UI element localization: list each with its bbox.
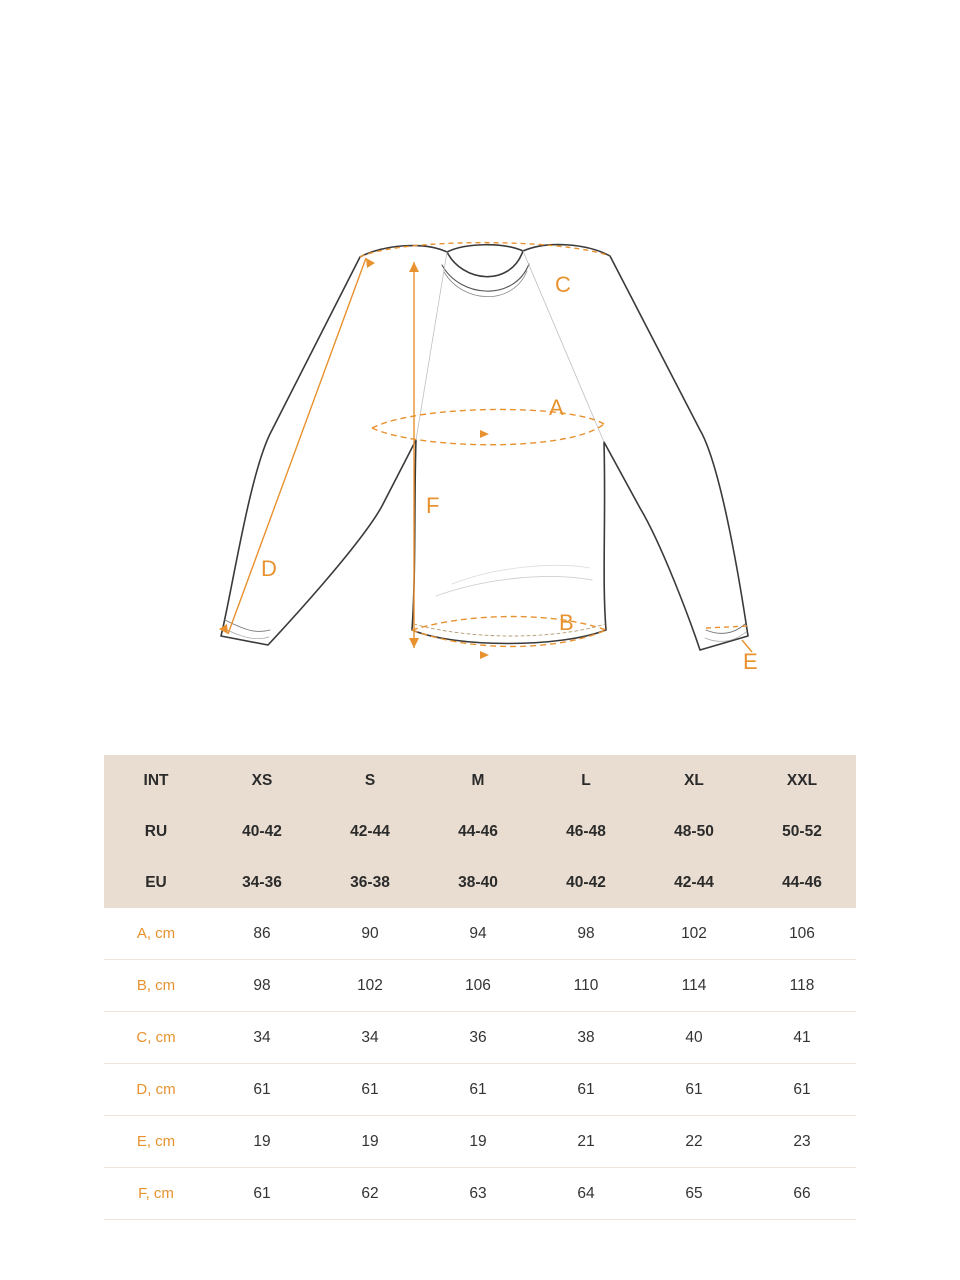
cell-e-xl: 22 — [640, 1116, 748, 1168]
cell-a-m: 94 — [424, 908, 532, 960]
cell-ru-xl: 48-50 — [640, 806, 748, 857]
row-label-b: B, cm — [104, 960, 208, 1012]
size-table — [104, 755, 856, 1220]
label-E: E — [743, 649, 758, 674]
row-label-int: INT — [104, 755, 208, 806]
cell-a-s: 90 — [316, 908, 424, 960]
cell-int-xl: XL — [640, 755, 748, 806]
cell-eu-s: 36-38 — [316, 857, 424, 908]
row-label-e: E, cm — [104, 1116, 208, 1168]
cell-ru-m: 44-46 — [424, 806, 532, 857]
cell-c-l: 38 — [532, 1012, 640, 1064]
row-label-eu: EU — [104, 857, 208, 908]
cell-a-xs: 86 — [208, 908, 316, 960]
cell-int-xxl: XXL — [748, 755, 856, 806]
cell-c-xxl: 41 — [748, 1012, 856, 1064]
cell-e-m: 19 — [424, 1116, 532, 1168]
cell-b-xl: 114 — [640, 960, 748, 1012]
cell-e-s: 19 — [316, 1116, 424, 1168]
cell-b-m: 106 — [424, 960, 532, 1012]
label-A: A — [549, 395, 564, 420]
cell-c-xl: 40 — [640, 1012, 748, 1064]
cell-ru-l: 46-48 — [532, 806, 640, 857]
cell-b-s: 102 — [316, 960, 424, 1012]
label-D: D — [261, 556, 277, 581]
size-chart — [104, 755, 856, 1220]
cell-d-xl: 61 — [640, 1064, 748, 1116]
cell-eu-xl: 42-44 — [640, 857, 748, 908]
cell-d-xs: 61 — [208, 1064, 316, 1116]
cell-c-m: 36 — [424, 1012, 532, 1064]
table-row — [104, 1116, 856, 1168]
cell-f-m: 63 — [424, 1168, 532, 1220]
row-label-d: D, cm — [104, 1064, 208, 1116]
cell-f-s: 62 — [316, 1168, 424, 1220]
cell-a-l: 98 — [532, 908, 640, 960]
row-label-a: A, cm — [104, 908, 208, 960]
cell-d-m: 61 — [424, 1064, 532, 1116]
table-row — [104, 1064, 856, 1116]
table-row — [104, 908, 856, 960]
cell-f-l: 64 — [532, 1168, 640, 1220]
cell-a-xxl: 106 — [748, 908, 856, 960]
cell-ru-xxl: 50-52 — [748, 806, 856, 857]
label-B: B — [559, 610, 574, 635]
cell-int-xs: XS — [208, 755, 316, 806]
cell-eu-xs: 34-36 — [208, 857, 316, 908]
cell-ru-s: 42-44 — [316, 806, 424, 857]
table-row-eu — [104, 857, 856, 908]
cell-c-s: 34 — [316, 1012, 424, 1064]
cell-d-l: 61 — [532, 1064, 640, 1116]
label-F: F — [426, 493, 440, 518]
table-row — [104, 1168, 856, 1220]
cell-b-xxl: 118 — [748, 960, 856, 1012]
cell-e-xxl: 23 — [748, 1116, 856, 1168]
cell-int-s: S — [316, 755, 424, 806]
cell-f-xxl: 66 — [748, 1168, 856, 1220]
cell-f-xl: 65 — [640, 1168, 748, 1220]
table-row-ru — [104, 806, 856, 857]
cell-e-l: 21 — [532, 1116, 640, 1168]
table-row — [104, 1012, 856, 1064]
cell-eu-m: 38-40 — [424, 857, 532, 908]
cell-int-m: M — [424, 755, 532, 806]
label-C: C — [555, 272, 571, 297]
cell-eu-l: 40-42 — [532, 857, 640, 908]
cell-f-xs: 61 — [208, 1168, 316, 1220]
row-label-ru: RU — [104, 806, 208, 857]
cell-a-xl: 102 — [640, 908, 748, 960]
row-label-f: F, cm — [104, 1168, 208, 1220]
cell-e-xs: 19 — [208, 1116, 316, 1168]
cell-eu-xxl: 44-46 — [748, 857, 856, 908]
cell-ru-xs: 40-42 — [208, 806, 316, 857]
table-row-int — [104, 755, 856, 806]
cell-b-l: 110 — [532, 960, 640, 1012]
cell-int-l: L — [532, 755, 640, 806]
garment-outline — [221, 245, 748, 650]
cell-c-xs: 34 — [208, 1012, 316, 1064]
row-label-c: C, cm — [104, 1012, 208, 1064]
cell-d-xxl: 61 — [748, 1064, 856, 1116]
cell-b-xs: 98 — [208, 960, 316, 1012]
table-row — [104, 960, 856, 1012]
cell-d-s: 61 — [316, 1064, 424, 1116]
